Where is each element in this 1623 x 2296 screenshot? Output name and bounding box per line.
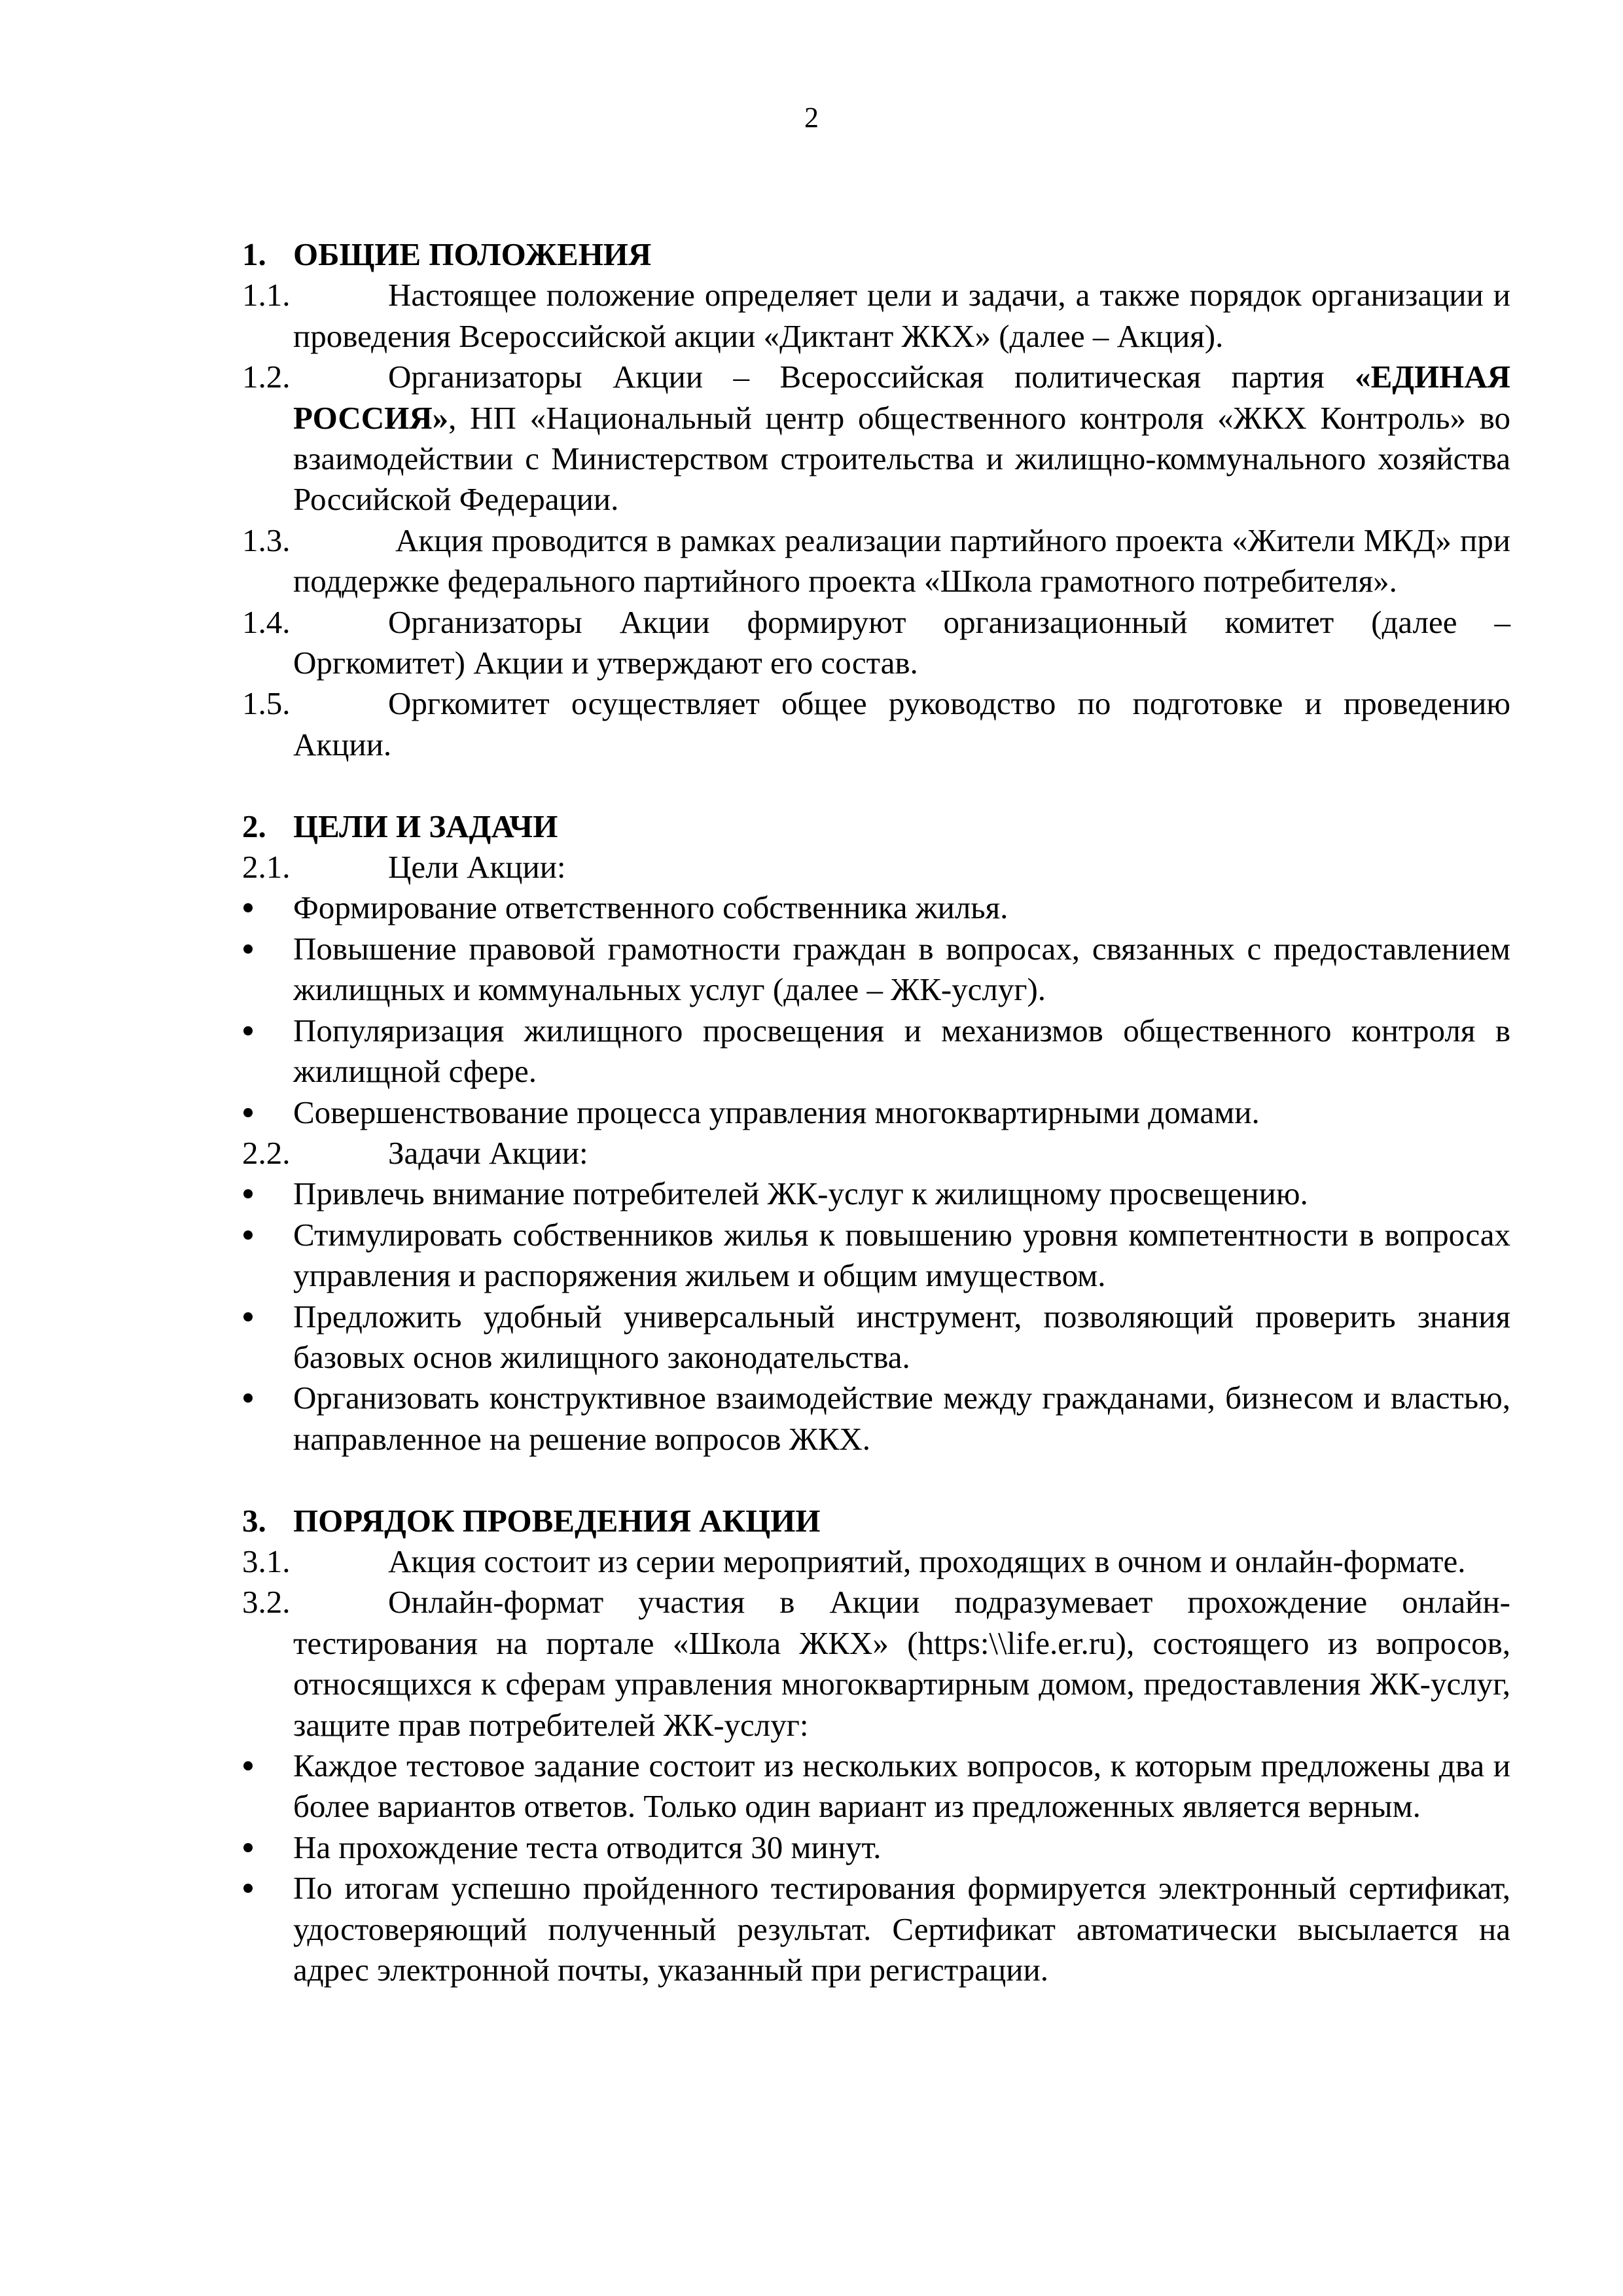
goal-list-item xyxy=(242,929,1510,1011)
clause-number: 1.3. xyxy=(242,522,291,558)
goal-list-item xyxy=(242,1011,1510,1092)
procedure-list-item xyxy=(242,1868,1510,1990)
clause-number: 2.1. xyxy=(242,849,291,886)
clause-1-1 xyxy=(242,275,1510,357)
clause-number: 3.1. xyxy=(242,1543,291,1579)
task-list-item xyxy=(242,1174,1510,1214)
section-heading xyxy=(242,806,1510,847)
bullet-icon xyxy=(243,1312,253,1321)
clause-text: Акция состоит из серии мероприятий, проходящих в очном и онлайн-формате. xyxy=(388,1543,1466,1579)
bullet-icon xyxy=(243,1230,253,1240)
party-name: «ЕДИНАЯ РОССИЯ» xyxy=(293,359,1510,436)
task-text: Стимулировать собственников жилья к повышению уровня компетентности в вопросах управления и распоряжения жильем и общим имуществом. xyxy=(293,1216,1510,1294)
task-text: Предложить удобный универсальный инструмент, позволяющий проверить знания базовых основ жилищного законодательства. xyxy=(293,1298,1510,1375)
bullet-icon xyxy=(243,903,253,912)
section-goals-and-tasks xyxy=(242,806,1510,1460)
clause-3-2 xyxy=(242,1582,1510,1746)
section-number: 1. xyxy=(242,236,266,272)
procedure-text: На прохождение теста отводится 30 минут. xyxy=(293,1829,882,1865)
clause-number: 1.2. xyxy=(242,359,291,395)
section-title: ПОРЯДОК ПРОВЕДЕНИЯ АКЦИИ xyxy=(293,1502,821,1539)
clause-text: Организаторы Акции – Всероссийская политическая партия xyxy=(388,359,1355,395)
procedure-text: По итогам успешно пройденного тестирования формируется электронный сертификат, удостоверяющий полученный результат. Сертификат автоматически высылается на адрес электронной почты, указанный при регистрации. xyxy=(293,1870,1510,1988)
clause-1-5 xyxy=(242,683,1510,765)
clause-text: Задачи Акции: xyxy=(388,1134,588,1171)
procedure-list-item xyxy=(242,1746,1510,1827)
bullet-icon xyxy=(243,1843,253,1852)
clause-text: Организаторы Акции формируют организационный комитет (далее – Оргкомитет) Акции и утверждают его состав. xyxy=(293,603,1510,681)
clause-text: Цели Акции: xyxy=(388,849,566,886)
document-body xyxy=(242,234,1510,1990)
clause-1-3 xyxy=(242,520,1510,602)
bullet-icon xyxy=(243,944,253,954)
task-list-item xyxy=(242,1215,1510,1297)
goal-text: Популяризация жилищного просвещения и механизмов общественного контроля в жилищной сфере. xyxy=(293,1012,1510,1090)
bullet-icon xyxy=(243,1108,253,1117)
clause-text: Оргкомитет осуществляет общее руководство по подготовке и проведению Акции. xyxy=(293,685,1510,762)
goal-list-item xyxy=(242,888,1510,928)
clause-text-continued: , НП «Национальный центр общественного контроля «ЖКХ Контроль» во взаимодействии с Министерством строительства и жилищно-коммунального хозяйства Российской Федерации. xyxy=(293,399,1510,518)
task-text: Организовать конструктивное взаимодействие между гражданами, бизнесом и властью, направленное на решение вопросов ЖКХ. xyxy=(293,1380,1510,1457)
clause-number: 3.2. xyxy=(242,1584,291,1621)
clause-1-2 xyxy=(242,357,1510,520)
clause-2-2 xyxy=(242,1133,1510,1174)
procedure-text: Каждое тестовое задание состоит из нескольких вопросов, к которым предложены два и более вариантов ответов. Только один вариант из предложенных является верным. xyxy=(293,1748,1510,1825)
goal-text: Формирование ответственного собственника жилья. xyxy=(293,889,1008,926)
clause-3-1 xyxy=(242,1541,1510,1582)
clause-number: 1.1. xyxy=(242,277,291,314)
clause-number: 1.5. xyxy=(242,685,291,722)
clause-2-1 xyxy=(242,847,1510,888)
clause-1-4 xyxy=(242,602,1510,684)
clause-text: Акция проводится в рамках реализации партийного проекта «Жители МКД» при поддержке федерального партийного проекта «Школа грамотного потребителя». xyxy=(293,522,1510,600)
section-title: ЦЕЛИ И ЗАДАЧИ xyxy=(293,808,558,844)
section-title: ОБЩИЕ ПОЛОЖЕНИЯ xyxy=(293,236,652,272)
goal-text: Совершенствование процесса управления многоквартирными домами. xyxy=(293,1094,1260,1130)
section-number: 3. xyxy=(242,1502,266,1539)
clause-text: Онлайн-формат участия в Акции подразумевает прохождение онлайн-тестирования на портале «Школа ЖКХ» (https:\\life.er.ru), состоящего из вопросов, относящихся к сферам управления многоквартирным домом, предоставления ЖК-услуг, защите прав потребителей ЖК-услуг: xyxy=(293,1584,1510,1743)
procedure-list-item xyxy=(242,1827,1510,1868)
section-heading xyxy=(242,1501,1510,1541)
section-procedure xyxy=(242,1501,1510,1991)
clause-number: 1.4. xyxy=(242,603,291,640)
task-list-item xyxy=(242,1378,1510,1460)
goal-text: Повышение правовой грамотности граждан в вопросах, связанных с предоставлением жилищных и коммунальных услуг (далее – ЖК-услуг). xyxy=(293,930,1510,1008)
clause-text: Настоящее положение определяет цели и задачи, а также порядок организации и проведения Всероссийской акции «Диктант ЖКХ» (далее – Акция). xyxy=(293,277,1510,354)
clause-number: 2.2. xyxy=(242,1134,291,1171)
section-heading xyxy=(242,234,1510,275)
section-number: 2. xyxy=(242,808,266,844)
bullet-icon xyxy=(243,1761,253,1770)
task-list-item xyxy=(242,1297,1510,1378)
bullet-icon xyxy=(243,1884,253,1893)
bullet-icon xyxy=(243,1393,253,1403)
bullet-icon xyxy=(243,1026,253,1035)
page-number: 2 xyxy=(804,101,819,134)
section-general-provisions xyxy=(242,234,1510,765)
bullet-icon xyxy=(243,1189,253,1198)
task-text: Привлечь внимание потребителей ЖК-услуг к жилищному просвещению. xyxy=(293,1175,1308,1212)
goal-list-item xyxy=(242,1092,1510,1133)
